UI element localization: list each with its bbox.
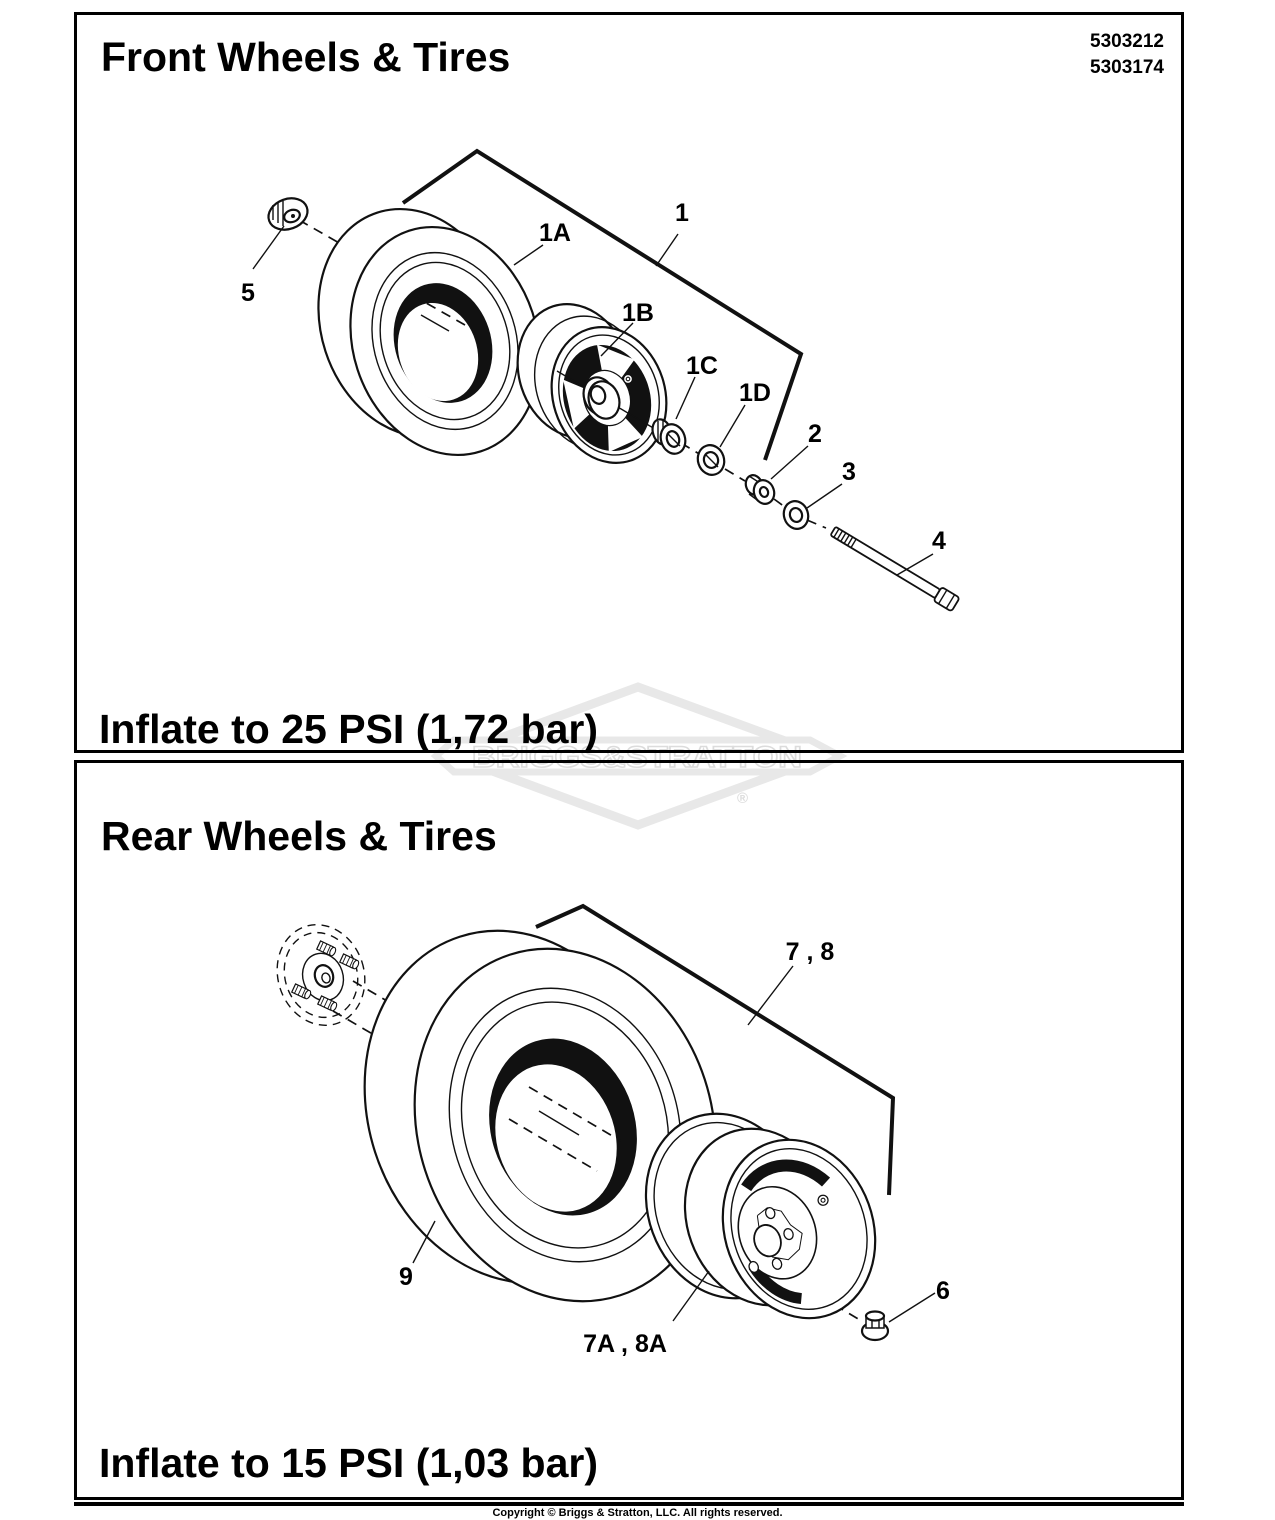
callout-7-8: 7 , 8 bbox=[785, 938, 835, 966]
front-panel-title: Front Wheels & Tires bbox=[101, 34, 511, 80]
callout-3: 3 bbox=[842, 458, 856, 486]
footer-rule bbox=[74, 1502, 1184, 1506]
front-washer-part bbox=[694, 442, 728, 479]
rear-wheels-panel bbox=[74, 760, 1184, 1500]
front-wheels-panel bbox=[74, 12, 1184, 753]
callout-6: 6 bbox=[936, 1277, 950, 1305]
callout-5: 5 bbox=[241, 279, 255, 307]
callout-1a: 1A bbox=[539, 219, 571, 247]
wheel-stud bbox=[340, 954, 360, 970]
wheel-stud bbox=[317, 941, 337, 957]
rear-panel-title: Rear Wheels & Tires bbox=[101, 813, 497, 859]
front-exploded-diagram bbox=[77, 15, 1181, 750]
rear-inflate-note: Inflate to 15 PSI (1,03 bar) bbox=[99, 1440, 598, 1486]
front-flat-washer-part bbox=[780, 498, 811, 532]
part-number-1: 5303212 bbox=[1090, 31, 1164, 52]
callout-1b: 1B bbox=[622, 299, 654, 327]
callout-4: 4 bbox=[932, 527, 946, 555]
callout-1: 1 bbox=[675, 199, 689, 227]
callout-2: 2 bbox=[808, 420, 822, 448]
watermark-registered-icon: ® bbox=[737, 790, 749, 807]
callout-1d: 1D bbox=[739, 379, 771, 407]
rear-flange-nut-part bbox=[862, 1312, 888, 1341]
callout-9: 9 bbox=[399, 1263, 413, 1291]
watermark-wordmark: BRIGGS&STRATTON bbox=[472, 741, 802, 774]
front-flange-nut-part bbox=[264, 193, 312, 235]
front-nut-part bbox=[649, 417, 689, 457]
rear-hub-assembly bbox=[264, 913, 377, 1037]
part-number-2: 5303174 bbox=[1090, 57, 1164, 78]
callout-1c: 1C bbox=[686, 352, 718, 380]
copyright-text: Copyright © Briggs & Stratton, LLC. All rights reserved. bbox=[492, 1507, 783, 1519]
rear-exploded-diagram bbox=[77, 763, 1181, 1497]
front-inflate-note: Inflate to 25 PSI (1,72 bar) bbox=[99, 706, 598, 752]
callout-7a-8a: 7A , 8A bbox=[583, 1330, 667, 1358]
part-numbers bbox=[1090, 29, 1164, 81]
wheel-stud bbox=[292, 984, 312, 1000]
